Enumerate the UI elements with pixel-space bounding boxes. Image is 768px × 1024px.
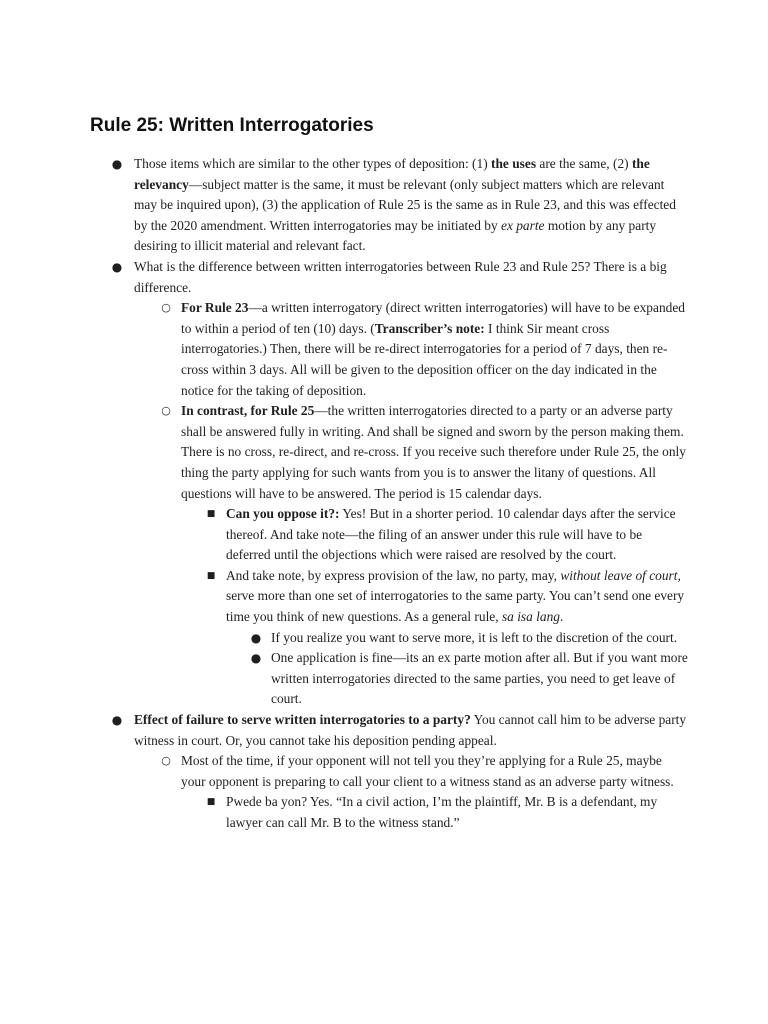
bullet-dot-icon: ●: [111, 713, 123, 728]
list-item: ○ For Rule 23—a written interrogatory (direct written interrogatories) will have to be expanded to within a period of ten (10) days. (Transcriber’s note: I think Sir meant cross interrogatories.) Then, there will be re-direct interrogatories for a period of 7 days, then re-cross within 3 days. All will be given to the deposition officer on the day indicated in the notice for the taking of deposition.: [181, 298, 688, 401]
bullet-circle-icon: ○: [161, 301, 171, 315]
bullet-square-icon: ■: [206, 570, 216, 581]
list-item: ● What is the difference between written interrogatories between Rule 23 and Rule 25? There is a big difference. ○ For Rule 23—a written interrogatory (direct written interrogatories) will have to be expanded to within a period of ten (10) days. (Transcriber’s note: I think Sir meant cross interrogatories.) Then, there will be re-direct interrogatories for a period of 7 days, then re-cross within 3 days. All will be given to the deposition officer on the day indicated in the notice for the taking of deposition. ○ In contrast, for Rule 25—the written interrogatories directed to a party or an adverse party shall be answered fully in writing. And shall be signed and sworn by the person making them. There is no cross, re-direct, and re-cross. If you receive such therefore under Rule 25, the only thing the party applying for such wants from you is to answer the litany of questions. All questions will have to be answered. The period is 15 calendar days. ■ Can you oppose it?: Yes! But in a shorter period. 10 calendar days after the service thereof. And take note—the filing of an answer under this rule will have to be deferred until the objections which were raised are resolved by the court. ■ And take note, by express provision of the law, no party, may, without leave of court, serve more than one set of interrogatories to the same party. You can’t send one every time you think of new questions. As a general rule, sa isa lang. ● If you realize you want to serve more, it is left to the discretion of the court. ● One application is fine—its an ex parte motion after all. But if you want more written interrogatories directed to the same parties, you need to get leave of court.: [90, 257, 688, 710]
list-item: ○ Most of the time, if your opponent will not tell you they’re applying for a Rule 25, maybe your opponent is preparing to call your client to a witness stand as an adverse party witness. ■ Pwede ba yon? Yes. “In a civil action, I’m the plaintiff, Mr. B is a defendant, my lawyer can call Mr. B to the witness stand.”: [181, 751, 688, 833]
list-item: ■ Pwede ba yon? Yes. “In a civil action, I’m the plaintiff, Mr. B is a defendant, my lawyer can call Mr. B to the witness stand.”: [226, 792, 688, 833]
bullet-dot-icon: ●: [250, 651, 262, 666]
bullet-circle-icon: ○: [161, 404, 171, 418]
sub-bullet-list: [161, 298, 688, 710]
main-bullet-list: [90, 154, 688, 834]
list-item: ■ Can you oppose it?: Yes! But in a shorter period. 10 calendar days after the service thereof. And take note—the filing of an answer under this rule will have to be deferred until the objections which were raised are resolved by the court.: [226, 504, 688, 566]
bullet-dot-icon: ●: [111, 157, 123, 171]
bullet-circle-icon: ○: [161, 754, 171, 768]
list-item: ○ In contrast, for Rule 25—the written interrogatories directed to a party or an adverse party shall be answered fully in writing. And shall be signed and sworn by the person making them. There is no cross, re-direct, and re-cross. If you receive such therefore under Rule 25, the only thing the party applying for such wants from you is to answer the litany of questions. All questions will have to be answered. The period is 15 calendar days. ■ Can you oppose it?: Yes! But in a shorter period. 10 calendar days after the service thereof. And take note—the filing of an answer under this rule will have to be deferred until the objections which were raised are resolved by the court. ■ And take note, by express provision of the law, no party, may, without leave of court, serve more than one set of interrogatories to the same party. You can’t send one every time you think of new questions. As a general rule, sa isa lang. ● If you realize you want to serve more, it is left to the discretion of the court. ● One application is fine—its an ex parte motion after all. But if you want more written interrogatories directed to the same parties, you need to get leave of court.: [181, 401, 688, 710]
bullet-dot-icon: ●: [111, 259, 123, 274]
list-item: ■ And take note, by express provision of the law, no party, may, without leave of court, serve more than one set of interrogatories to the same party. You can’t send one every time you think of new questions. As a general rule, sa isa lang. ● If you realize you want to serve more, it is left to the discretion of the court. ● One application is fine—its an ex parte motion after all. But if you want more written interrogatories directed to the same parties, you need to get leave of court.: [226, 566, 688, 710]
sub-bullet-list: [161, 751, 688, 833]
list-item: ● Those items which are similar to the other types of deposition: (1) the uses are the same, (2) the relevancy—subject matter is the same, it must be relevant (only subject matters which are relevant may be inquired upon), (3) the application of Rule 25 is the same as in Rule 23, and this was effected by the 2020 amendment. Written interrogatories may be initiated by ex parte motion by any party desiring to illicit material and relevant fact.: [111, 156, 676, 254]
sub-sub-bullet-list: [206, 504, 688, 710]
list-item: ● Effect of failure to serve written interrogatories to a party? You cannot call him to be adverse party witness in court. Or, you cannot take his deposition pending appeal. ○ Most of the time, if your opponent will not tell you they’re applying for a Rule 25, maybe your opponent is preparing to call your client to a witness stand as an adverse party witness. ■ Pwede ba yon? Yes. “In a civil action, I’m the plaintiff, Mr. B is a defendant, my lawyer can call Mr. B to the witness stand.”: [90, 710, 688, 834]
list-item: ● If you realize you want to serve more, it is left to the discretion of the court.: [271, 628, 688, 649]
bullet-square-icon: ■: [206, 509, 216, 520]
list-item: ● One application is fine—its an ex parte motion after all. But if you want more written interrogatories directed to the same parties, you need to get leave of court.: [250, 650, 688, 707]
sub-sub-bullet-list: [206, 792, 688, 833]
page-title: Rule 25: Written Interrogatories: [90, 115, 374, 136]
bullet-square-icon: ■: [206, 797, 216, 808]
bullet-dot-icon: ●: [250, 630, 262, 645]
